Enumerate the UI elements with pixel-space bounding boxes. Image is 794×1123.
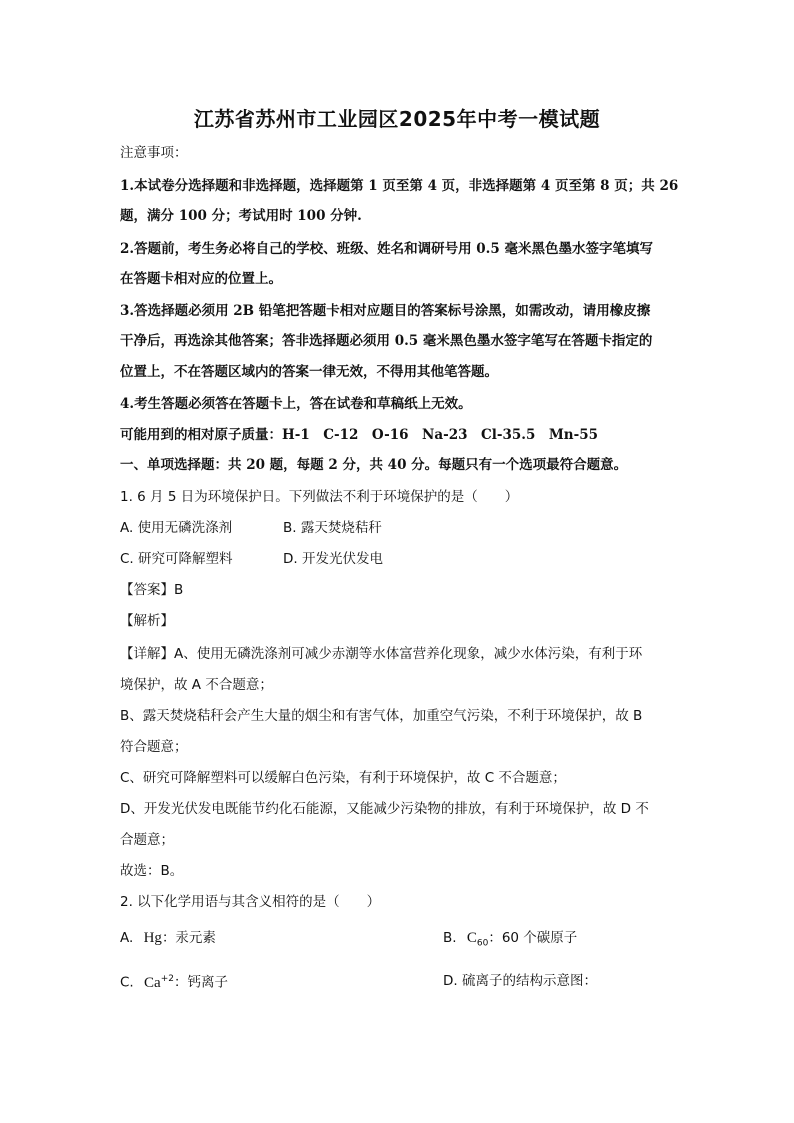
section-heading: 一、单项选择题：共 20 题，每题 2 分，共 40 分。每题只有一个选项最符合题意。 [120,457,628,473]
note-line: 题，满分 100 分；考试用时 100 分钟. [120,208,362,224]
q2-option-b [443,929,577,953]
note-line: 1.本试卷分选择题和非选择题，选择题第 1 页至第 4 页，非选择题第 4 页至第 8 页；共 26 [120,178,679,194]
q1-explanation-line: 【详解】A、使用无磷洗涤剂可减少赤潮等水体富营养化现象，减少水体污染，有利于环 [120,646,643,662]
q1-option-a: A. 使用无磷洗涤剂 [120,520,233,536]
q1-option-b: B. 露天焚烧秸秆 [283,520,382,536]
note-line: 位置上，不在答题区域内的答案一律无效，不得用其他笔答题。 [120,364,498,380]
notes-heading: 注意事项： [120,145,188,161]
q1-explanation-line: D、开发光伏发电既能节约化石能源，又能减少污染物的排放，有利于环境保护，故 D 不 [120,801,649,817]
carbon-symbol: C [466,930,477,946]
q2-option-c-text: ：钙离子 [173,974,228,991]
q2-option-a [120,929,216,947]
q2-option-d: D. 硫离子的结构示意图： [443,973,597,989]
exam-title: 江苏省苏州市工业园区2025年中考一模试题 [193,107,601,131]
carbon-subscript: 60 [476,938,489,949]
note-line: 干净后，再选涂其他答案；答非选择题必须用 0.5 毫米黑色墨水签字笔写在答题卡指定的 [120,333,653,349]
q1-explanation-line: C、研究可降解塑料可以缓解白色污染，有利于环境保护，故 C 不合题意； [120,770,566,786]
note-line: 4.考生答题必须答在答题卡上，答在试卷和草稿纸上无效。 [120,396,472,412]
q2-option-b-text: ：60 个碳原子 [488,930,578,946]
calcium-superscript: +2 [160,974,174,984]
q2-option-b-label: B. [443,930,457,946]
question-1-stem: 1. 6 月 5 日为环境保护日。下列做法不利于环境保护的是（ ） [120,489,519,505]
q2-option-c [120,970,228,992]
q1-option-c: C. 研究可降解塑料 [120,551,233,567]
q2-option-a-text: ：汞元素 [161,930,216,946]
q2-option-c-label: C. [120,974,134,991]
q1-explanation-line: 境保护，故 A 不合题意； [120,677,273,693]
atomic-masses: 可能用到的相对原子质量：H-1 C-12 O-16 Na-23 Cl-35.5 Mn-55 [120,427,599,443]
q1-explanation-line: B、露天焚烧秸秆会产生大量的烟尘和有害气体，加重空气污染，不利于环境保护，故 B [120,708,643,724]
calcium-symbol: Ca [144,974,161,991]
note-line: 2.答题前，考生务必将自己的学校、班级、姓名和调研号用 0.5 毫米黑色墨水签字笔填写 [120,241,653,257]
q2-option-a-label: A. [120,930,134,946]
mercury-symbol: Hg [143,930,162,946]
q1-analysis-heading: 【解析】 [120,613,174,629]
q1-answer: 【答案】B [120,582,184,598]
q1-explanation-line: 合题意； [120,832,174,848]
q1-option-d: D. 开发光伏发电 [283,551,383,567]
note-line: 在答题卡相对应的位置上。 [120,271,282,287]
q1-explanation-line: 故选：B。 [120,863,184,879]
question-2-stem: 2. 以下化学用语与其含义相符的是（ ） [120,894,381,910]
q1-explanation-line: 符合题意； [120,739,188,755]
note-line: 3.答选择题必须用 2B 铅笔把答题卡相对应题目的答案标号涂黑，如需改动，请用橡皮擦 [120,303,651,319]
